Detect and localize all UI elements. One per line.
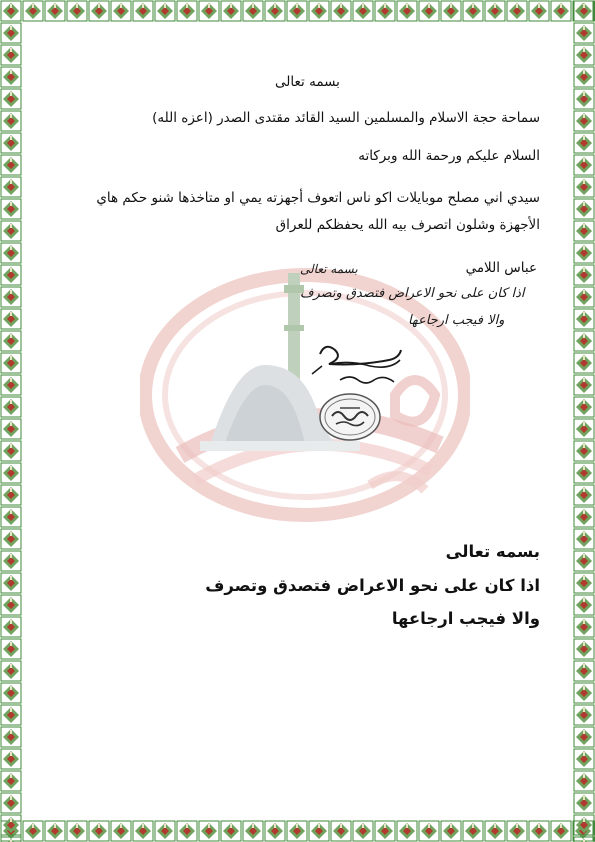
bottom-border-ornament (0, 820, 595, 842)
typed-answer-line-1: اذا كان على نحو الاعراض فتصدق وتصرف (205, 576, 540, 595)
handwritten-basmala: بسمه تعالى (300, 262, 358, 276)
sender-name: عباس اللامي (465, 260, 537, 276)
official-seal-stamp (318, 392, 382, 442)
right-border-ornament (573, 0, 595, 842)
question-line-1: سيدي اني مصلح موبايلات اكو ناس اتعوف أجهزته يمي او متاخذها شنو حكم هاي (96, 190, 540, 206)
basmala-heading: بسمه تعالى (275, 74, 340, 90)
question-line-2: الأجهزة وشلون اتصرف بيه الله يحفظكم للعراق (275, 217, 540, 233)
handwritten-answer-line-2: والا فيجب ارجاعها (408, 313, 505, 328)
handwritten-signature (300, 334, 420, 394)
handwritten-answer-line-1: اذا كان على نحو الاعراض فتصدق وتصرف (300, 286, 525, 301)
greeting-line: السلام عليكم ورحمة الله وبركاته (358, 148, 540, 164)
addressee-line: سماحة حجة الاسلام والمسلمين السيد القائد مقتدى الصدر (اعزه الله) (152, 110, 540, 126)
typed-answer-basmala: بسمه تعالى (445, 542, 540, 561)
typed-answer-line-2: والا فيجب ارجاعها (391, 609, 540, 628)
left-border-ornament (0, 0, 22, 842)
top-border-ornament (0, 0, 595, 22)
